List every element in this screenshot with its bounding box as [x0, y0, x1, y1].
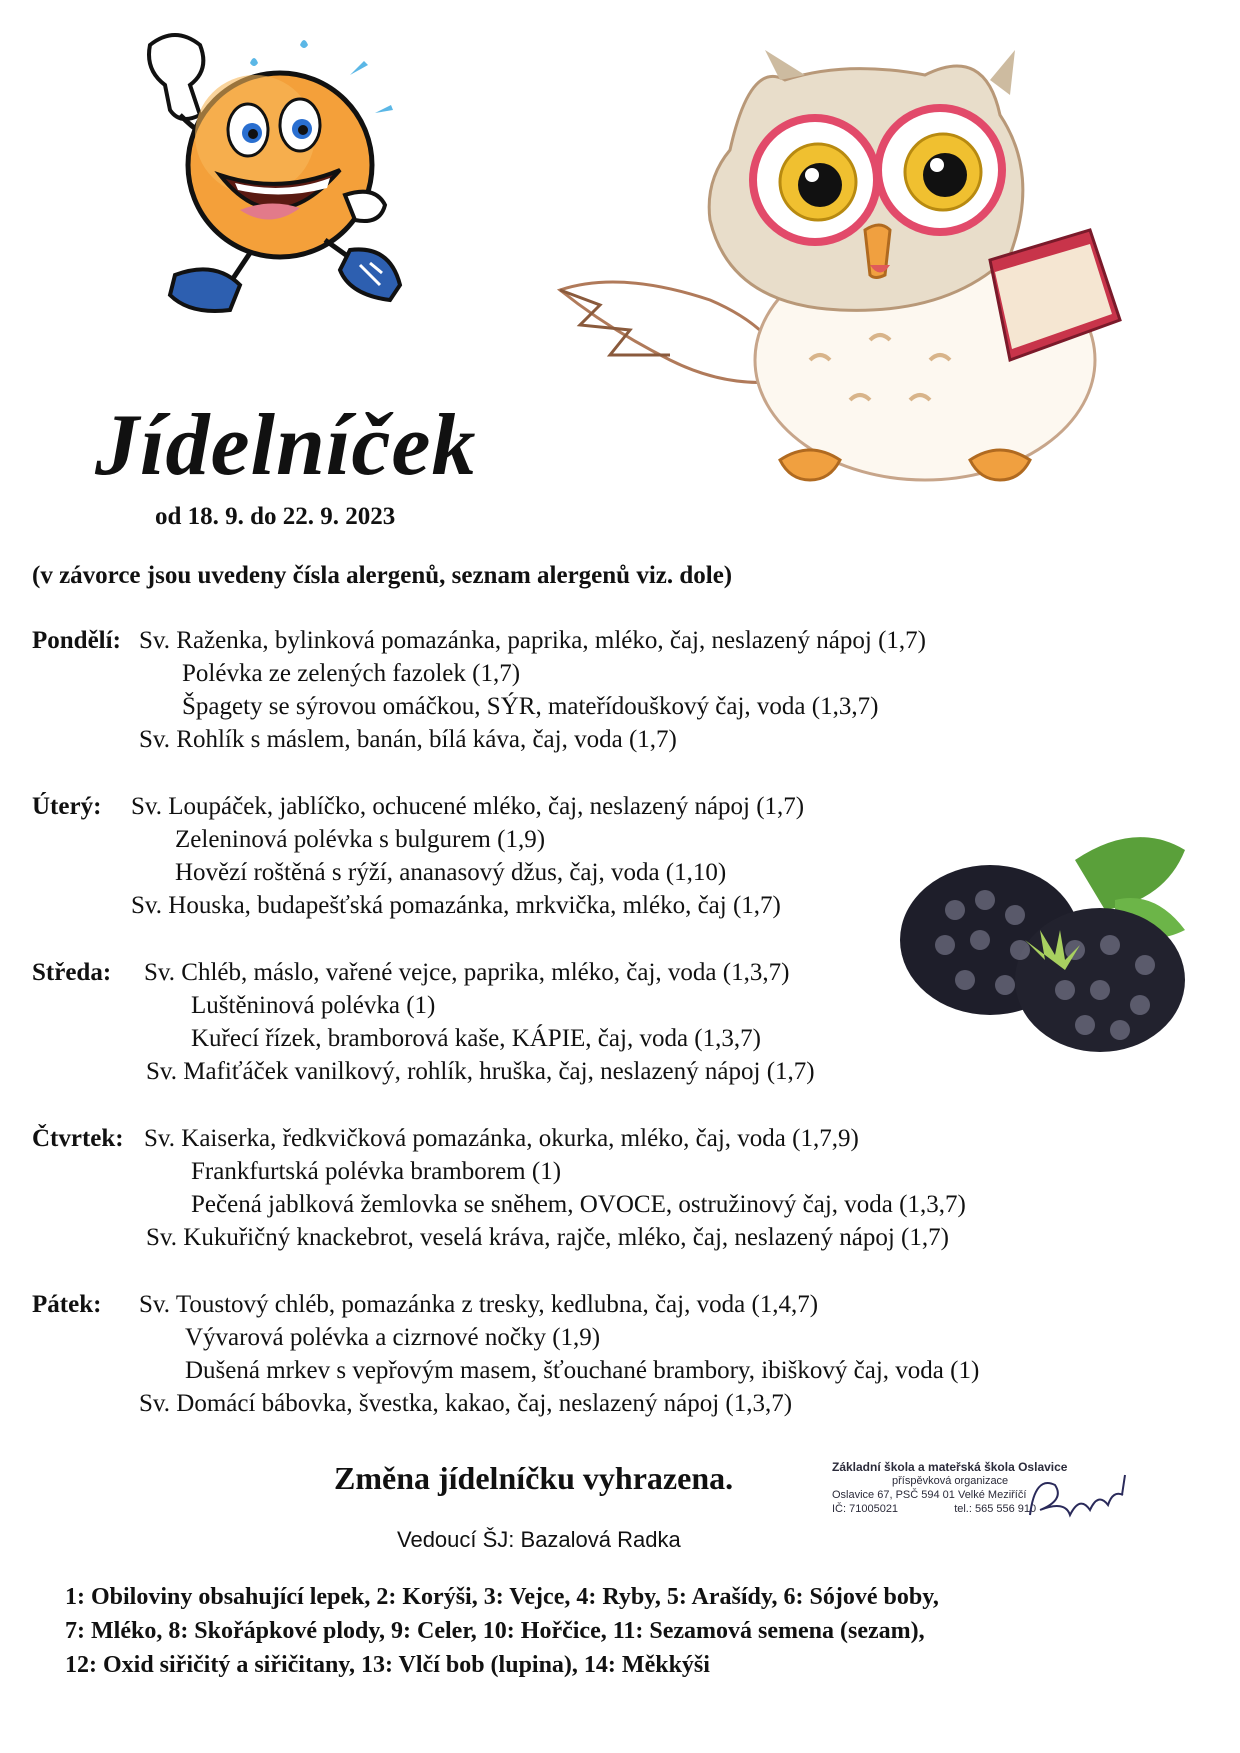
menu-line: Vývarová polévka a cizrnové nočky (1,9) — [185, 1324, 601, 1351]
signature-image — [1020, 1470, 1140, 1530]
menu-line: Dušená mrkev s vepřovým masem, šťouchané brambory, ibiškový čaj, voda (1) — [185, 1357, 980, 1384]
menu-line: Sv. Chléb, máslo, vařené vejce, paprika, mléko, čaj, voda (1,3,7) — [144, 959, 790, 986]
menu-change-notice: Změna jídelníčku vyhrazena. — [334, 1460, 734, 1496]
menu-line: Sv. Mafiťáček vanilkový, rohlík, hruška, čaj, neslazený nápoj (1,7) — [146, 1058, 815, 1085]
allergen-list-line: 12: Oxid siřičitý a siřičitany, 13: Vlčí bob (lupina), 14: Měkkýši — [65, 1652, 710, 1678]
running-ball-mascot-image — [140, 25, 440, 335]
day-label-monday: Pondělí: — [32, 627, 121, 654]
menu-line: Polévka ze zelených fazolek (1,7) — [182, 660, 521, 687]
stamp-school-name: Základní škola a mateřská škola Oslavice — [832, 1460, 1068, 1474]
menu-line: Sv. Rohlík s máslem, banán, bílá káva, čaj, voda (1,7) — [139, 726, 677, 753]
stamp-tel: tel.: 565 556 910 — [954, 1503, 1037, 1515]
menu-line: Zeleninová polévka s bulgurem (1,9) — [175, 826, 546, 853]
stamp-ic: IČ: 71005021 — [832, 1503, 899, 1515]
allergen-list-line: 7: Mléko, 8: Skořápkové plody, 9: Celer, 10: Hořčice, 11: Sezamová semena (sezam), — [65, 1618, 925, 1644]
stamp-org-type: příspěvková organizace — [892, 1475, 1009, 1487]
blackberries-image — [895, 830, 1205, 1060]
day-label-tuesday: Úterý: — [32, 793, 102, 820]
menu-line: Luštěninová polévka (1) — [191, 992, 436, 1019]
menu-line: Sv. Kukuřičný knackebrot, veselá kráva, rajče, mléko, čaj, neslazený nápoj (1,7) — [146, 1224, 949, 1251]
menu-line: Pečená jablková žemlovka se sněhem, OVOCE, ostružinový čaj, voda (1,3,7) — [191, 1191, 966, 1218]
menu-line: Kuřecí řízek, bramborová kaše, KÁPIE, čaj, voda (1,3,7) — [191, 1025, 761, 1052]
page-title: Jídelníček — [95, 397, 477, 494]
menu-line: Sv. Raženka, bylinková pomazánka, paprika, mléko, čaj, neslazený nápoj (1,7) — [139, 627, 926, 654]
menu-line: Sv. Toustový chléb, pomazánka z tresky, kedlubna, čaj, voda (1,4,7) — [139, 1291, 819, 1318]
allergen-note: (v závorce jsou uvedeny čísla alergenů, seznam alergenů viz. dole) — [32, 562, 733, 589]
day-label-thursday: Čtvrtek: — [32, 1125, 124, 1152]
day-label-friday: Pátek: — [32, 1291, 102, 1318]
allergen-list-line: 1: Obiloviny obsahující lepek, 2: Korýši, 3: Vejce, 4: Ryby, 5: Arašídy, 6: Sójové boby, — [65, 1584, 939, 1610]
menu-line: Frankfurtská polévka bramborem (1) — [191, 1158, 562, 1185]
menu-line: Špagety se sýrovou omáčkou, SÝR, mateřídouškový čaj, voda (1,3,7) — [182, 693, 879, 720]
menu-line: Sv. Kaiserka, ředkvičková pomazánka, okurka, mléko, čaj, voda (1,7,9) — [144, 1125, 859, 1152]
date-range: od 18. 9. do 22. 9. 2023 — [155, 503, 396, 530]
menu-line: Hovězí roštěná s rýží, ananasový džus, čaj, voda (1,10) — [175, 859, 727, 886]
day-label-wednesday: Středa: — [32, 959, 112, 986]
menu-line: Sv. Houska, budapešťská pomazánka, mrkvička, mléko, čaj (1,7) — [131, 892, 781, 919]
head-of-kitchen: Vedoucí ŠJ: Bazalová Radka — [397, 1527, 681, 1552]
menu-line: Sv. Domácí bábovka, švestka, kakao, čaj, neslazený nápoj (1,3,7) — [139, 1390, 793, 1417]
stamp-address: Oslavice 67, PSČ 594 01 Velké Meziříčí — [832, 1489, 1027, 1501]
menu-line: Sv. Loupáček, jablíčko, ochucené mléko, čaj, neslazený nápoj (1,7) — [131, 793, 805, 820]
owl-with-book-image — [550, 40, 1170, 510]
